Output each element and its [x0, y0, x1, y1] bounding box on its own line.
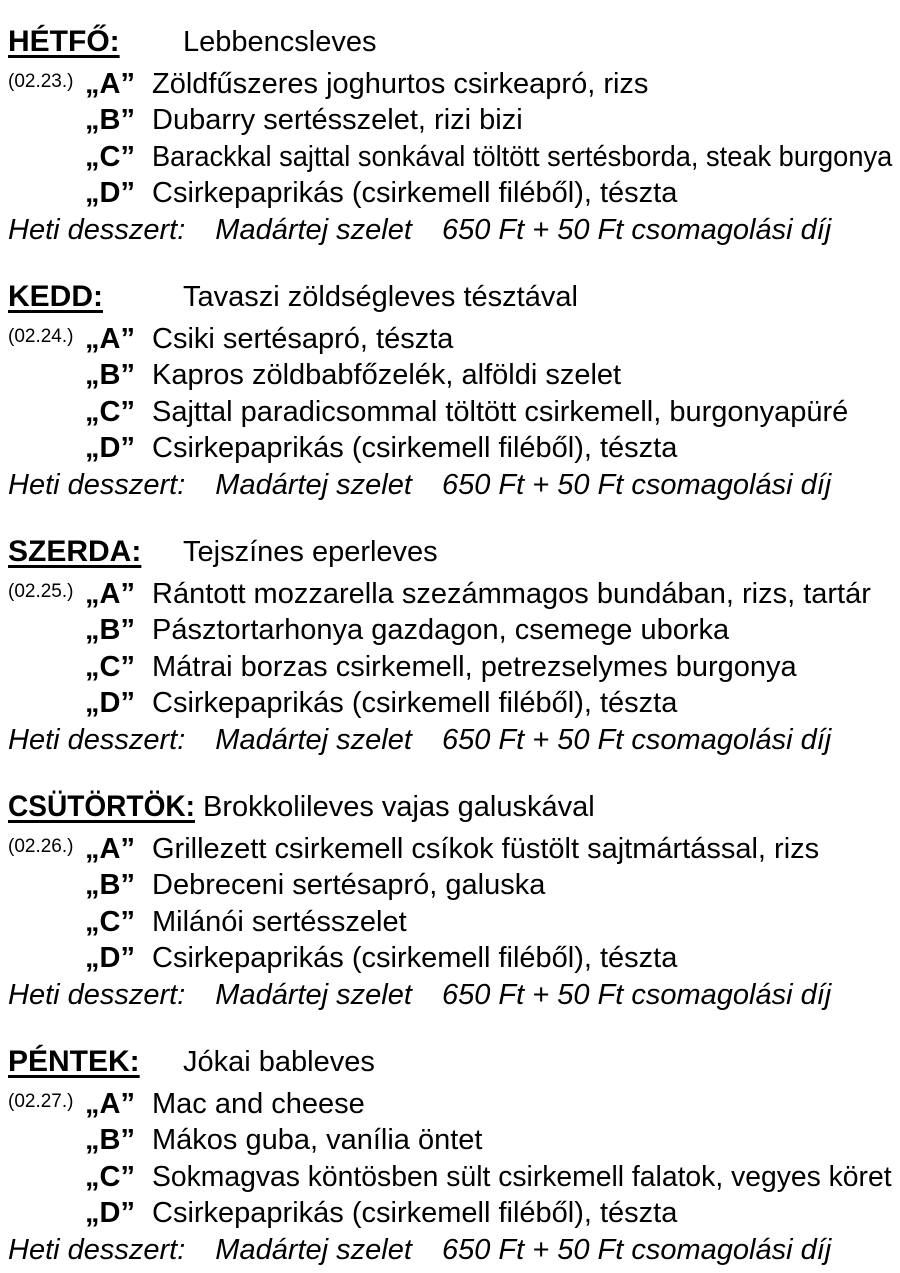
date-spacer [8, 904, 85, 941]
course-row [8, 685, 892, 722]
course-text: Mátrai borzas csirkemell, petrezselymes burgonya [152, 650, 797, 683]
course-text: Csiki sertésapró, tészta [152, 322, 454, 355]
course-letter: „C” [85, 905, 135, 938]
course-row [8, 831, 892, 868]
course-letter: „C” [85, 140, 135, 173]
dessert-label: Heti desszert: [8, 978, 186, 1011]
course-letter: „A” [85, 1087, 135, 1120]
course-row [8, 175, 892, 212]
dessert-label: Heti desszert: [8, 723, 186, 756]
date-spacer [8, 940, 85, 977]
dessert-price: 650 Ft + 50 Ft csomagolási díj [441, 723, 832, 756]
day-header [8, 1044, 892, 1086]
course-row [8, 66, 892, 103]
date-spacer [8, 612, 85, 649]
day-header [8, 279, 892, 321]
dessert-label: Heti desszert: [8, 1233, 186, 1266]
course-row [8, 1195, 892, 1232]
day-header [8, 24, 892, 66]
course-text: Csirkepaprikás (csirkemell filéből), tészta [152, 177, 678, 209]
dessert-price: 650 Ft + 50 Ft csomagolási díj [441, 468, 832, 501]
dessert-price: 650 Ft + 50 Ft csomagolási díj [441, 1233, 832, 1266]
date-spacer [8, 102, 85, 139]
course-text: Csirkepaprikás (csirkemell filéből), tészta [152, 687, 678, 719]
course-row [8, 1086, 892, 1123]
day-section-friday [8, 1044, 892, 1268]
day-date: (02.24.) [8, 325, 74, 347]
course-letter: „D” [85, 1197, 135, 1229]
date-spacer [8, 394, 85, 431]
course-letter: „A” [85, 832, 135, 865]
course-text: Milánói sertésszelet [152, 905, 407, 938]
dessert-line [8, 722, 831, 759]
dessert-name: Madártej szelet [215, 213, 412, 246]
day-header [8, 534, 892, 576]
dessert-row [8, 1232, 892, 1269]
course-text: Csirkepaprikás (csirkemell filéből), tészta [152, 1197, 678, 1229]
dessert-line [8, 1232, 831, 1269]
course-text: Csirkepaprikás (csirkemell filéből), tészta [152, 942, 678, 974]
course-row [8, 576, 892, 613]
dessert-line [8, 212, 831, 249]
soup-name: Jókai bableves [183, 1046, 375, 1078]
course-row [8, 940, 892, 977]
course-row [8, 430, 892, 467]
day-date: (02.26.) [8, 835, 74, 857]
course-row [8, 1159, 892, 1196]
dessert-row [8, 977, 892, 1014]
course-letter: „B” [85, 1124, 135, 1156]
course-text: Dubarry sertésszelet, rizi bizi [152, 104, 523, 136]
dessert-row [8, 722, 892, 759]
dessert-name: Madártej szelet [215, 468, 412, 501]
course-text: Csirkepaprikás (csirkemell filéből), tészta [152, 432, 678, 464]
dessert-label: Heti desszert: [8, 213, 186, 246]
course-row [8, 394, 892, 431]
day-name: CSÜTÖRTÖK: [8, 790, 195, 823]
course-row [8, 649, 892, 686]
day-section-monday [8, 24, 892, 248]
dessert-name: Madártej szelet [215, 978, 412, 1011]
date-spacer [8, 1195, 85, 1232]
course-text: Grillezett csirkemell csíkok füstölt sajtmártással, rizs [152, 832, 820, 865]
dessert-price: 650 Ft + 50 Ft csomagolási díj [441, 213, 832, 246]
course-text: Barackkal sajttal sonkával töltött sertésborda, steak burgonya [152, 140, 893, 173]
course-letter: „A” [85, 67, 135, 100]
date-spacer [8, 649, 85, 686]
date-spacer [8, 867, 85, 904]
dessert-price: 650 Ft + 50 Ft csomagolási díj [441, 978, 832, 1011]
course-letter: „D” [85, 177, 135, 209]
course-text: Mac and cheese [152, 1087, 365, 1120]
course-text: Sokmagvas köntösben sült csirkemell falatok, vegyes köret [152, 1160, 892, 1193]
dessert-label: Heti desszert: [8, 468, 186, 501]
day-name: PÉNTEK: [8, 1045, 140, 1078]
day-cell [8, 24, 183, 66]
dessert-name: Madártej szelet [215, 1233, 412, 1266]
course-row [8, 102, 892, 139]
course-letter: „A” [85, 322, 135, 355]
course-text: Rántott mozzarella szezámmagos bundában, rizs, tartár [152, 577, 871, 610]
course-row [8, 904, 892, 941]
dessert-line [8, 467, 831, 504]
date-spacer [8, 1159, 85, 1196]
dessert-line [8, 977, 831, 1014]
course-letter: „D” [85, 942, 135, 974]
dessert-name: Madártej szelet [215, 723, 412, 756]
course-row [8, 139, 892, 176]
soup-name: Brokkolileves vajas galuskával [203, 791, 595, 823]
course-letter: „B” [85, 104, 135, 136]
soup-name: Tavaszi zöldségleves tésztával [183, 281, 578, 313]
course-row [8, 1122, 892, 1159]
course-letter: „C” [85, 395, 135, 428]
course-letter: „D” [85, 687, 135, 719]
date-spacer [8, 139, 85, 176]
course-text: Zöldfűszeres joghurtos csirkeapró, rizs [152, 67, 649, 100]
course-text: Mákos guba, vanília öntet [152, 1124, 483, 1156]
day-cell [8, 279, 183, 321]
date-spacer [8, 1122, 85, 1159]
day-cell [8, 789, 203, 831]
course-text: Sajttal paradicsommal töltött csirkemell, burgonyapüré [152, 395, 849, 428]
course-letter: „B” [85, 359, 135, 391]
course-row [8, 867, 892, 904]
course-letter: „A” [85, 577, 135, 610]
day-cell [8, 1044, 183, 1086]
dessert-row [8, 467, 892, 504]
date-spacer [8, 430, 85, 467]
date-spacer [8, 175, 85, 212]
course-row [8, 321, 892, 358]
day-cell [8, 534, 183, 576]
course-text: Pásztortarhonya gazdagon, csemege uborka [152, 614, 730, 646]
soup-name: Tejszínes eperleves [183, 536, 438, 568]
day-date: (02.27.) [8, 1090, 74, 1112]
day-header [8, 789, 892, 831]
day-section-wednesday [8, 534, 892, 758]
course-row [8, 612, 892, 649]
course-text: Debreceni sertésapró, galuska [152, 869, 546, 901]
course-letter: „B” [85, 869, 135, 901]
course-text: Kapros zöldbabfőzelék, alföldi szelet [152, 359, 622, 391]
dessert-row [8, 212, 892, 249]
day-date: (02.25.) [8, 580, 74, 602]
course-letter: „C” [85, 650, 135, 683]
day-name: KEDD: [8, 280, 103, 313]
course-letter: „D” [85, 432, 135, 464]
course-letter: „B” [85, 614, 135, 646]
soup-name: Lebbencsleves [183, 26, 377, 58]
date-spacer [8, 357, 85, 394]
day-section-thursday [8, 789, 892, 1013]
course-letter: „C” [85, 1160, 135, 1193]
day-name: SZERDA: [8, 535, 142, 568]
date-spacer [8, 685, 85, 722]
day-section-tuesday [8, 279, 892, 503]
course-row [8, 357, 892, 394]
day-date: (02.23.) [8, 70, 74, 92]
day-name: HÉTFŐ: [8, 25, 120, 58]
